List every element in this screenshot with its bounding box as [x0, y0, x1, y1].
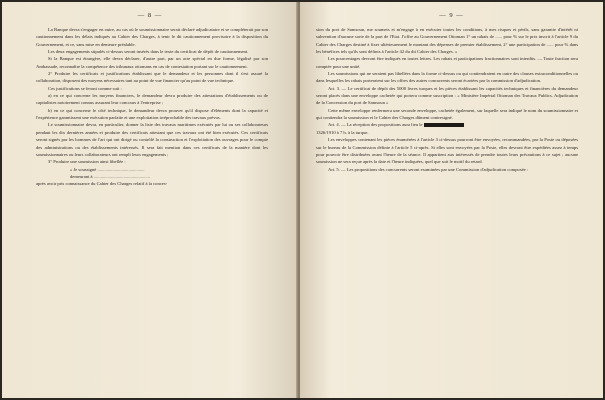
redaction-bar	[424, 123, 464, 127]
paragraph: Ces justifications se feront comme suit :	[48, 85, 122, 91]
paragraph: Les pourcentages devront être indiqués en toutes lettres. Les rabais et participations fractionnaires sont interdits. — Toute fraction sera comptée pour une unité.	[316, 56, 578, 69]
left-page	[2, 2, 298, 398]
article-4-line	[316, 121, 578, 128]
paragraph: 3° Produire une soumission ainsi libellée :	[48, 159, 126, 165]
paragraph: 2° Produire les certificats et justifications établissant que le demandeur et les personnes dont il s'est assuré la collaboration, disposent des moyens nécessaires tant au point de vue financier qu'au point de vue technique.	[36, 71, 268, 84]
paragraph: Le soumissionnaire devra, en particulier, donner la liste des travaux maritimes exécutés par lui ou ses collaborateurs pendant les dix dernières années et produire des certificats attestant que ces travaux ont été bien exécutés. Ces certificats seront signés par les hommes de l'art qui ont dirigé ou contrôlé la construction et l'exploitation des ouvrages pour le compte des administrations ou des établissements intéressés. Il sera fait mention dans ces certificats de la manière dont les soumissionnaires ou leurs collaborateurs ont rempli leurs engagements ;	[36, 122, 268, 157]
paragraph: après avoir pris connaissance du Cahier des Charges relatif à la conces-	[36, 181, 168, 187]
page-number: — 8 —	[137, 12, 163, 19]
text-column	[36, 26, 268, 188]
paragraph: Les enveloppes contenant les pièces énumérées à l'article 3 ci-dessus pourront être envoyées, recommandées, par la Poste ou déposées sur le bureau de la Commission définie à l'article 5 ci-après. Si elles sont envoyées par la Poste, elles devront être expédiées assez à temps pour pouvoir être distribuées avant l'heure de la séance. Il appartient aux intéressés de prendre toutes leurs précautions à ce sujet ; aucune soumission ne sera reçue après la date et l'heure indiquées, quel que soit le motif du retard.	[316, 137, 578, 165]
paragraph: Les soumissions qui ne seraient pas libellées dans la forme ci-dessus ou qui contiendraient en outre des clauses extraconditionnelles ou dans lesquelles les rabais porteraient sur les offres des autres concurrents seront écartées par la commission d'adjudication.	[316, 71, 578, 84]
form-line: « Je soussigné .........................................	[70, 166, 145, 172]
paragraph: Les deux engagements stipulés ci-dessus seront insérés dans le texte du certificat de dépôt de cautionnement.	[48, 49, 249, 55]
right-page	[300, 2, 603, 398]
paragraph: Cette même enveloppe renfermera une seconde enveloppe, cachetée également, sur laquelle sera indiqué le nom du soumissionnaire et qui contiendra la soumission et le Cahier des Charges dûment contresigné.	[316, 107, 578, 121]
form-line: demeurant à .................................................	[70, 173, 150, 179]
paragraph: Si la Banque est étrangère, elle devra déclarer, d'autre part, par un acte spécial en due forme, légalisé par son Ambassade, reconnaître la compétence des tribunaux ottomans en cas de contestation portant sur le cautionnement.	[36, 56, 268, 69]
paragraph: La Banque devra s'engager en outre, au cas où le soumissionnaire serait déclaré adjudicataire et se compléterait par son cautionnement dans les délais indiqués au Cahier des Charges, à tenir le dit cautionnement provisoire à la disposition du Gouvernement, et ce, sans mise en demeure préalable.	[36, 27, 268, 47]
text-column	[316, 26, 578, 173]
paragraph: Art. 5. — Les propositions des concurrents seront examinées par une Commission d'adjudication composée :	[328, 166, 529, 172]
paragraph: b) en ce qui concerne le côté technique, le demandeur devra prouver qu'il dispose d'éléments dont la capacité et l'expérience garantissent une exécution parfaite et une exploitation irréprochable des travaux prévus.	[36, 107, 268, 121]
page-number: — 9 —	[439, 12, 464, 19]
paragraph: 1326/1910 à 7 h. à la turque.	[316, 129, 369, 135]
article-4-text: Art. 4. — La réception des propositions aura lieu le	[328, 122, 423, 128]
paragraph: sion du port de Samsoun, me soumets et m'engage à en exécuter toutes les conditions, à mes risques et périls, sans garantie d'intérêt ni subvention d'aucune sorte de la part de l'Etat. J'offre au Gouvernement Ottoman 1° un rabais de ...... pour % sur le prix inscrit à l'article 9 du Cahier des Charges destiné à fixer ultérieurement le montant des dépenses de premier établissement, 2° une participation de ...... pour % dans les bénéfices tels qu'ils sont définis à l'article 42 du dit Cahier des Charges. »	[316, 27, 578, 55]
book-spread	[2, 2, 603, 398]
paragraph: Art. 3. — Le certificat de dépôt des 5000 livres turques et les pièces établissant les capacités techniques et financières du demandeur seront placés dans une enveloppe cachetée qui portera comme suscription : « Ministère Impérial Ottoman des Travaux Publics. Adjudication de la Concession du port de Samsoun »	[316, 85, 578, 106]
paragraph: a) en ce qui concerne les moyens financiers, le demandeur devra produire des attestations d'établissements ou de capitalistes notoirement connus assurant leur concours à l'entreprise ;	[36, 93, 268, 106]
